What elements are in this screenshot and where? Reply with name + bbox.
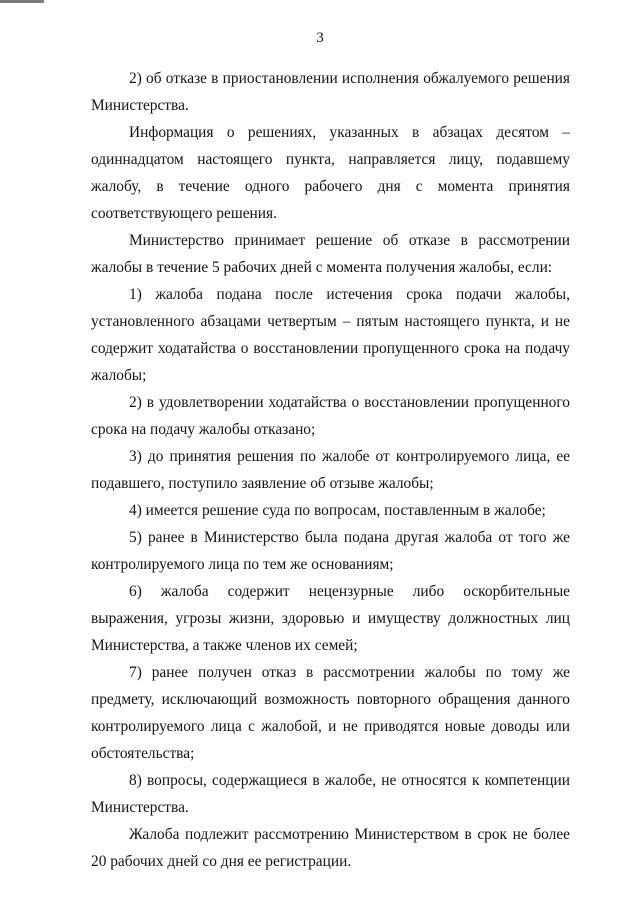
paragraph: 5) ранее в Министерство была подана другая жалоба от того же контролируемого лица по тем же основаниям; bbox=[91, 529, 570, 573]
paragraph: 6) жалоба содержит нецензурные либо оскорбительные выражения, угрозы жизни, здоровью и имуществу должностных лиц Министерства, а также членов их семей; bbox=[91, 583, 570, 654]
page-number: 3 bbox=[316, 30, 324, 46]
paragraph: Информация о решениях, указанных в абзацах десятом – одиннадцатом настоящего пункта, направляется лицу, подавшему жалобу, в течение одного рабочего дня с момента принятия соответствующего решения. bbox=[91, 124, 570, 222]
paragraph: 8) вопросы, содержащиеся в жалобе, не относятся к компетенции Министерства. bbox=[91, 772, 570, 816]
paragraph: Жалоба подлежит рассмотрению Министерством в срок не более 20 рабочих дней со дня ее регистрации. bbox=[91, 826, 570, 870]
paragraph: 2) об отказе в приостановлении исполнения обжалуемого решения Министерства. bbox=[91, 70, 570, 114]
document-body bbox=[91, 65, 570, 875]
paragraph: Министерство принимает решение об отказе в рассмотрении жалобы в течение 5 рабочих дней с момента получения жалобы, если: bbox=[91, 232, 570, 276]
paragraph: 1) жалоба подана после истечения срока подачи жалобы, установленного абзацами четвертым – пятым настоящего пункта, и не содержит ходатайства о восстановлении пропущенного срока на подачу жалобы; bbox=[91, 286, 570, 384]
paragraph: 3) до принятия решения по жалобе от контролируемого лица, ее подавшего, поступило заявление об отзыве жалобы; bbox=[91, 448, 570, 492]
paragraph: 7) ранее получен отказ в рассмотрении жалобы по тому же предмету, исключающий возможность повторного обращения данного контролируемого лица с жалобой, и не приводятся новые доводы или обстоятельства; bbox=[91, 664, 570, 762]
paragraph: 2) в удовлетворении ходатайства о восстановлении пропущенного срока на подачу жалобы отказано; bbox=[91, 394, 570, 438]
corner-mark bbox=[0, 0, 44, 3]
paragraph: 4) имеется решение суда по вопросам, поставленным в жалобе; bbox=[129, 502, 546, 519]
